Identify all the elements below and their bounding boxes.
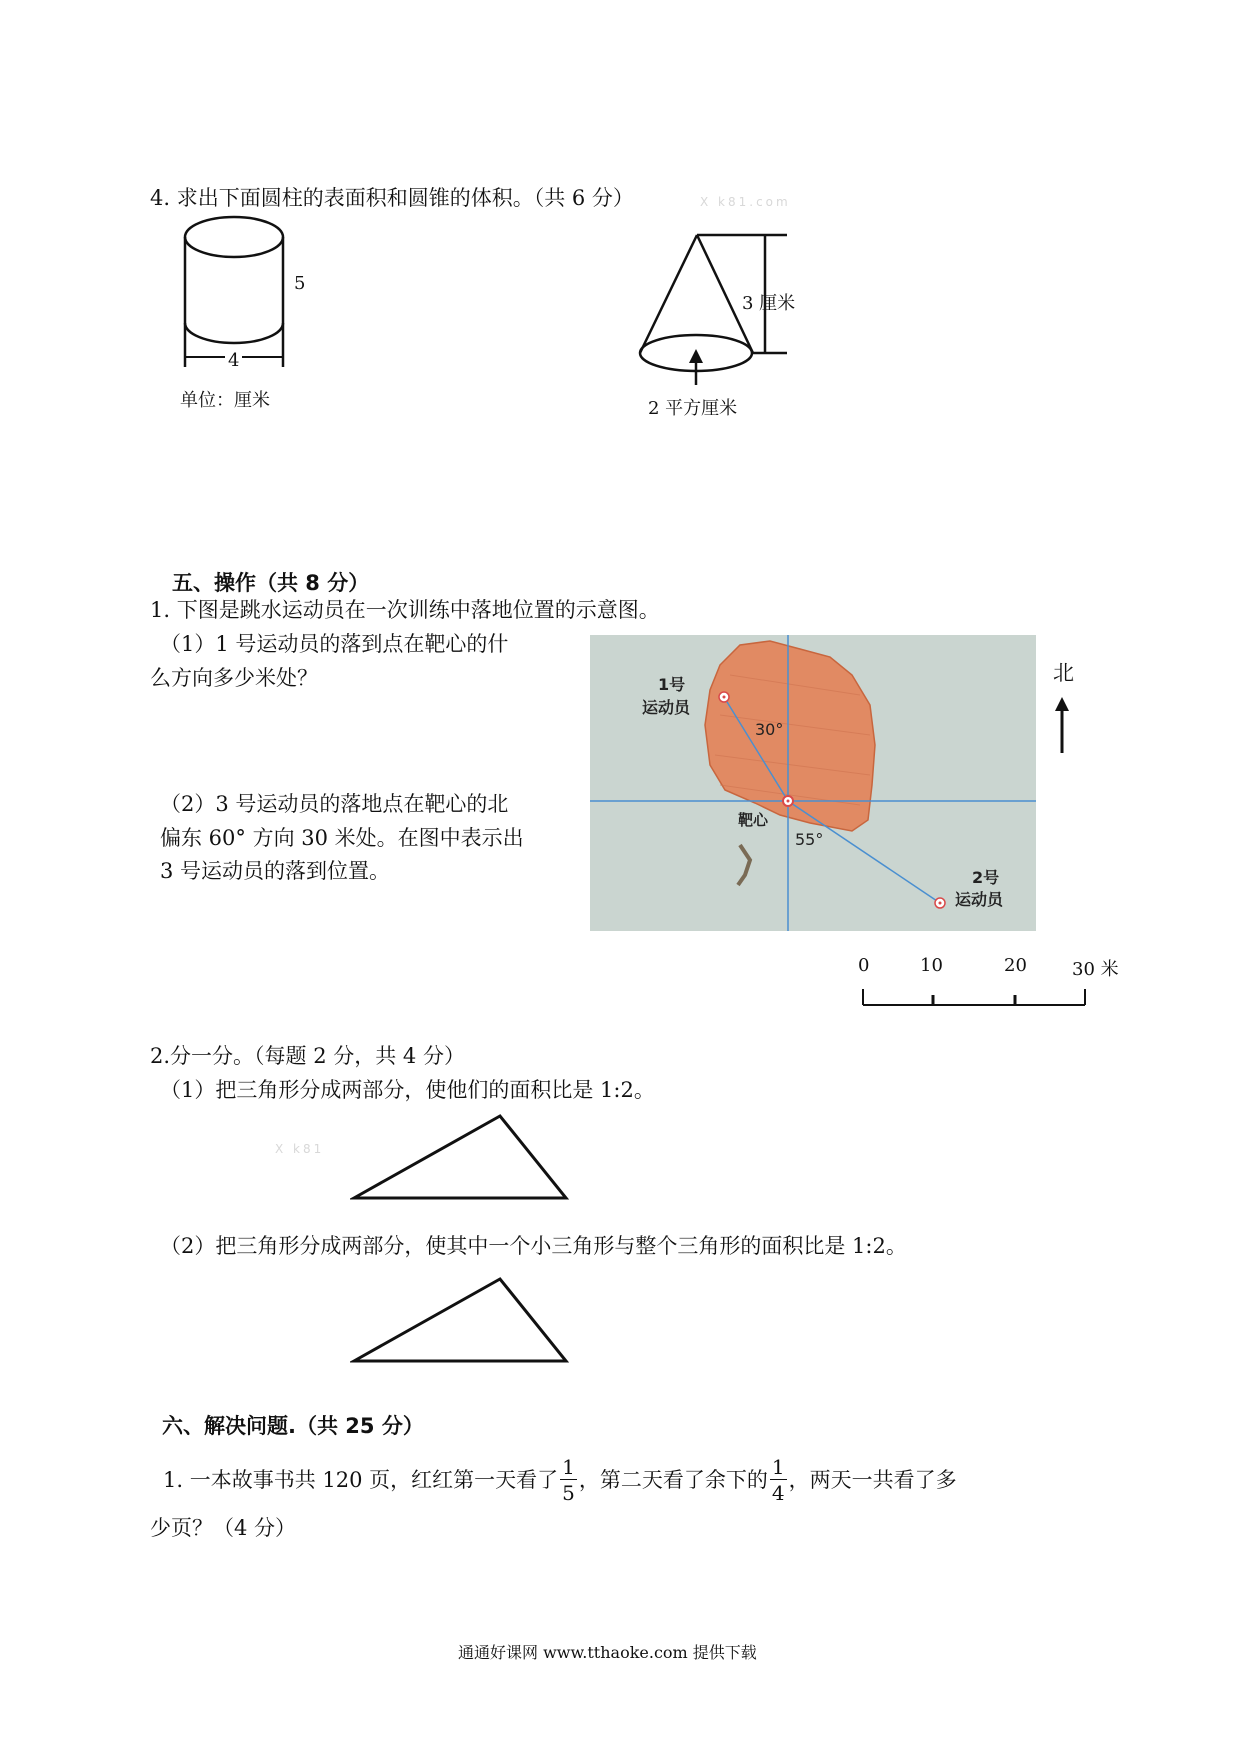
- scale-tick-20: 20: [1004, 955, 1027, 976]
- s5-q1-sub2-line3: 3 号运动员的落到位置。: [160, 859, 391, 883]
- map-athlete1-line2: 运动员: [642, 698, 691, 717]
- s6-q1-line1: [163, 1450, 957, 1510]
- s6-q1-part1: 1. 一本故事书共 120 页，红红第一天看了: [163, 1467, 559, 1492]
- watermark: X k81.com: [700, 195, 791, 209]
- frac1-den: 5: [562, 1481, 575, 1505]
- north-arrow-icon: [1052, 695, 1072, 755]
- scale-tick-30: 30 米: [1072, 959, 1119, 980]
- cone-height-label: 3 厘米: [742, 293, 796, 314]
- q4-title: 4. 求出下面圆柱的表面积和圆锥的体积。（共 6 分）: [150, 186, 634, 210]
- map-center-label: 靶心: [738, 811, 769, 829]
- triangle-1: [350, 1112, 570, 1202]
- watermark-2: X k81: [275, 1142, 325, 1156]
- scale-bar: [860, 985, 1090, 1010]
- landing-map: [590, 635, 1036, 931]
- map-angle2: 55°: [795, 830, 824, 849]
- s6-q1-line2: 少页？（4 分）: [150, 1516, 297, 1540]
- s6-q1-part2: ，第二天看了余下的: [578, 1467, 768, 1492]
- map-angle1: 30°: [755, 720, 784, 739]
- cone-base-label: 2 平方厘米: [648, 398, 738, 419]
- s5-q1-sub1-line2: 么方向多少米处？: [150, 666, 318, 690]
- s5-q1-sub1-line1: （1）1 号运动员的落到点在靶心的什: [160, 632, 509, 656]
- cylinder-diameter-label: 4: [225, 350, 242, 371]
- s5-q2-title: 2.分一分。（每题 2 分，共 4 分）: [150, 1044, 465, 1068]
- s5-q1-sub2-line1: （2）3 号运动员的落地点在靶心的北: [160, 792, 509, 816]
- cylinder-height-label: 5: [294, 273, 306, 294]
- section-5-heading: 五、操作（共 8 分）: [172, 571, 370, 595]
- frac2-num: 1: [771, 1455, 785, 1479]
- s5-q2-sub1: （1）把三角形分成两部分，使他们的面积比是 1:2。: [160, 1078, 655, 1102]
- frac1-num: 1: [562, 1455, 575, 1479]
- fraction-one-fourth: [770, 1457, 787, 1503]
- map-athlete2-line1: 2号: [972, 868, 1000, 887]
- map-athlete2-line2: 运动员: [955, 890, 1004, 909]
- footer: 通通好课网 www.tthaoke.com 提供下载: [458, 1643, 757, 1662]
- scale-tick-10: 10: [920, 955, 943, 976]
- triangle-2: [350, 1275, 570, 1365]
- unit-note: 单位：厘米: [180, 390, 270, 411]
- frac2-den: 4: [771, 1481, 785, 1505]
- scale-tick-0: 0: [858, 955, 870, 976]
- s5-q1-intro: 1. 下图是跳水运动员在一次训练中落地位置的示意图。: [150, 598, 660, 622]
- section-6-heading: 六、解决问题.（共 25 分）: [162, 1414, 424, 1438]
- s5-q2-sub2: （2）把三角形分成两部分，使其中一个小三角形与整个三角形的面积比是 1:2。: [160, 1234, 907, 1258]
- north-label: 北: [1053, 661, 1074, 685]
- map-athlete1-line1: 1号: [658, 675, 686, 694]
- s6-q1-part3: ，两天一共看了多: [788, 1467, 957, 1492]
- fraction-one-fifth: [560, 1457, 577, 1503]
- s5-q1-sub2-line2: 偏东 60° 方向 30 米处。在图中表示出: [160, 826, 524, 850]
